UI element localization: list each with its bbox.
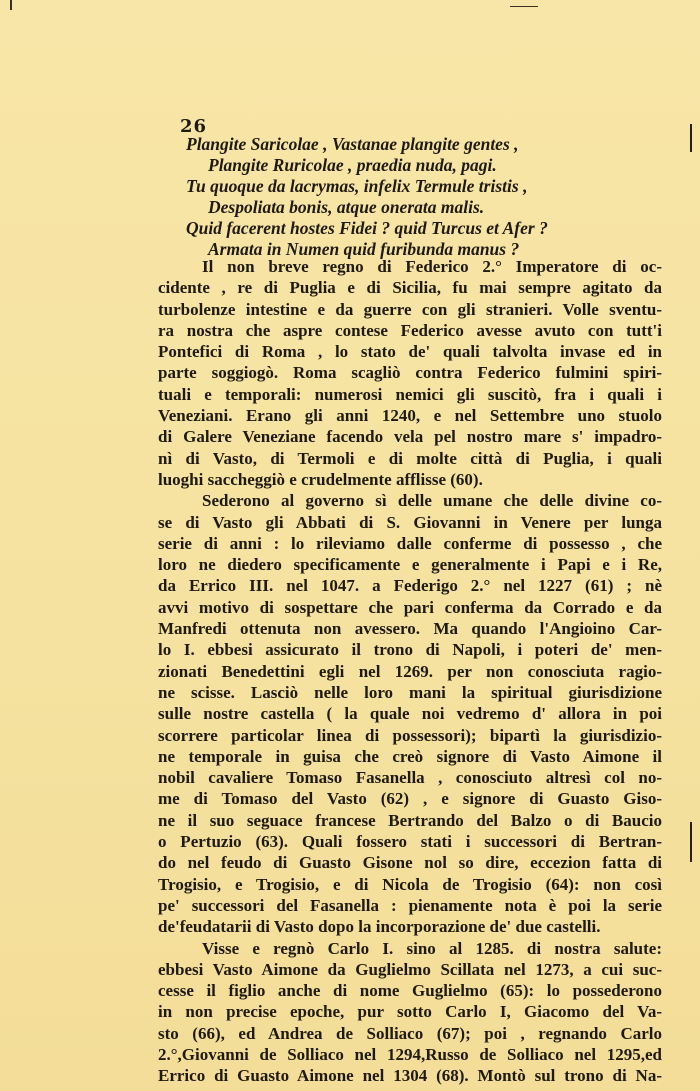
verse-line: Despoliata bonis, atque onerata malis. bbox=[208, 197, 485, 217]
text-line: avvi motivo di sospettare che pari conferma da Corrado e da bbox=[158, 597, 662, 617]
text-line: de'feudatarii di Vasto dopo la incorporazione de' due castelli. bbox=[158, 917, 601, 937]
text-line: ra nostra che aspre contese Federico avesse avuto con tutt'i bbox=[158, 320, 662, 340]
text-line: serie di anni : lo rileviamo dalle conferme di possesso , che bbox=[158, 533, 662, 553]
text-line: 2.°,Giovanni de Solliaco nel 1294,Russo de Solliaco nel 1295,ed bbox=[158, 1044, 662, 1064]
verse-line: Tu quoque da lacrymas, infelix Termule tristis , bbox=[186, 176, 528, 196]
verse-line: Armata in Numen quid furibunda manus ? bbox=[208, 239, 520, 259]
page-number: 26 bbox=[180, 116, 208, 137]
text-line: tuali e temporali: numerosi nemici gli suscitò, fra i quali i bbox=[158, 384, 662, 404]
text-line: ne temporale in guisa che creò signore di Vasto Aimone il bbox=[158, 746, 662, 766]
body-text bbox=[158, 256, 662, 1087]
text-line: sulle nostre castella ( la quale noi vedremo d' allora in poi bbox=[158, 704, 662, 724]
text-line: ebbesi Vasto Aimone da Guglielmo Scillata nel 1273, a cui suc- bbox=[158, 959, 662, 979]
text-line: me di Tomaso del Vasto (62) , e signore di Guasto Giso- bbox=[158, 789, 662, 809]
text-line: cesse il figlio anche di nome Guglielmo (65): lo possederono bbox=[158, 981, 662, 1001]
text-line: Veneziani. Erano gli anni 1240, e nel Settembre uno stuolo bbox=[158, 406, 662, 426]
text-line: o Pertuzio (63). Quali fossero stati i successori di Bertran- bbox=[158, 832, 662, 852]
margin-mark bbox=[690, 124, 692, 152]
verse-line: Plangite Saricolae , Vastanae plangite gentes , bbox=[186, 134, 519, 154]
text-line: se di Vasto gli Abbati di S. Giovanni in Venere per lunga bbox=[158, 512, 662, 532]
paragraph-first-line: Visse e regnò Carlo I. sino al 1285. di nostra salute: bbox=[202, 938, 662, 958]
text-line: di Galere Veneziane facendo vela pel nostro mare s' impadro- bbox=[158, 427, 662, 447]
verse-line: Plangite Ruricolae , praedia nuda, pagi. bbox=[208, 155, 497, 175]
page-edge-marks bbox=[0, 0, 700, 20]
text-line: turbolenze intestine e da guerre con gli stranieri. Volle sventu- bbox=[158, 299, 662, 319]
text-line: zionati Benedettini egli nel 1269. per non conosciuta ragio- bbox=[158, 661, 662, 681]
edge-mark bbox=[510, 6, 538, 7]
text-line: parte soggiogò. Roma scagliò contra Federico fulmini spiri- bbox=[158, 363, 662, 383]
text-line: in non precise epoche, pur sotto Carlo I, Giacomo del Va- bbox=[158, 1002, 662, 1022]
verse-line: Quid facerent hostes Fidei ? quid Turcus et Afer ? bbox=[186, 218, 548, 238]
text-line: loro ne diedero specificamente e generalmente i Papi e i Re, bbox=[158, 555, 662, 575]
text-line: da Errico III. nel 1047. a Federigo 2.° nel 1227 (61) ; nè bbox=[158, 576, 662, 596]
text-line: Trogisio, e Trogisio, e di Nicola de Trogisio (64): non così bbox=[158, 874, 662, 894]
latin-verse-block bbox=[186, 134, 666, 260]
text-line: pe' successori del Fasanella : pienamente nota è poi la serie bbox=[158, 895, 662, 915]
paragraph-first-line: Sederono al governo sì delle umane che delle divine co- bbox=[202, 491, 662, 511]
margin-mark bbox=[690, 822, 692, 862]
text-line: ne il suo seguace francese Bertrando del Balzo o di Baucio bbox=[158, 810, 662, 830]
text-line: nobil cavaliere Tomaso Fasanella , conosciuto altresì col no- bbox=[158, 768, 662, 788]
text-line: ne scisse. Lasciò nelle loro mani la spiritual giurisdizione bbox=[158, 682, 662, 702]
text-line: cidente , re di Puglia e di Sicilia, fu mai sempre agitato da bbox=[158, 278, 662, 298]
text-line: sto (66), ed Andrea de Solliaco (67); poi , regnando Carlo bbox=[158, 1023, 662, 1043]
text-line: scorrere particolar linea di possessori); bipartì la giurisdizio- bbox=[158, 725, 662, 745]
text-line: Errico di Guasto Aimone nel 1304 (68). Montò sul trono di Na- bbox=[158, 1066, 662, 1086]
text-line: luoghi saccheggiò e crudelmente afflisse (60). bbox=[158, 469, 483, 489]
text-line: nì di Vasto, di Termoli e di molte città di Puglia, i quali bbox=[158, 448, 662, 468]
text-line: do nel feudo di Guasto Gisone nol so dire, eccezion fatta di bbox=[158, 853, 662, 873]
text-line: Manfredi ottenuta non avessero. Ma quando l'Angioino Car- bbox=[158, 619, 662, 639]
paragraph-first-line: Il non breve regno di Federico 2.° Imperatore di oc- bbox=[202, 257, 662, 276]
text-line: lo I. ebbesi assicurato il trono di Napoli, i poteri de' men- bbox=[158, 640, 662, 660]
text-line: Pontefici di Roma , lo stato de' quali talvolta invase ed in bbox=[158, 342, 662, 362]
edge-mark bbox=[10, 0, 12, 10]
